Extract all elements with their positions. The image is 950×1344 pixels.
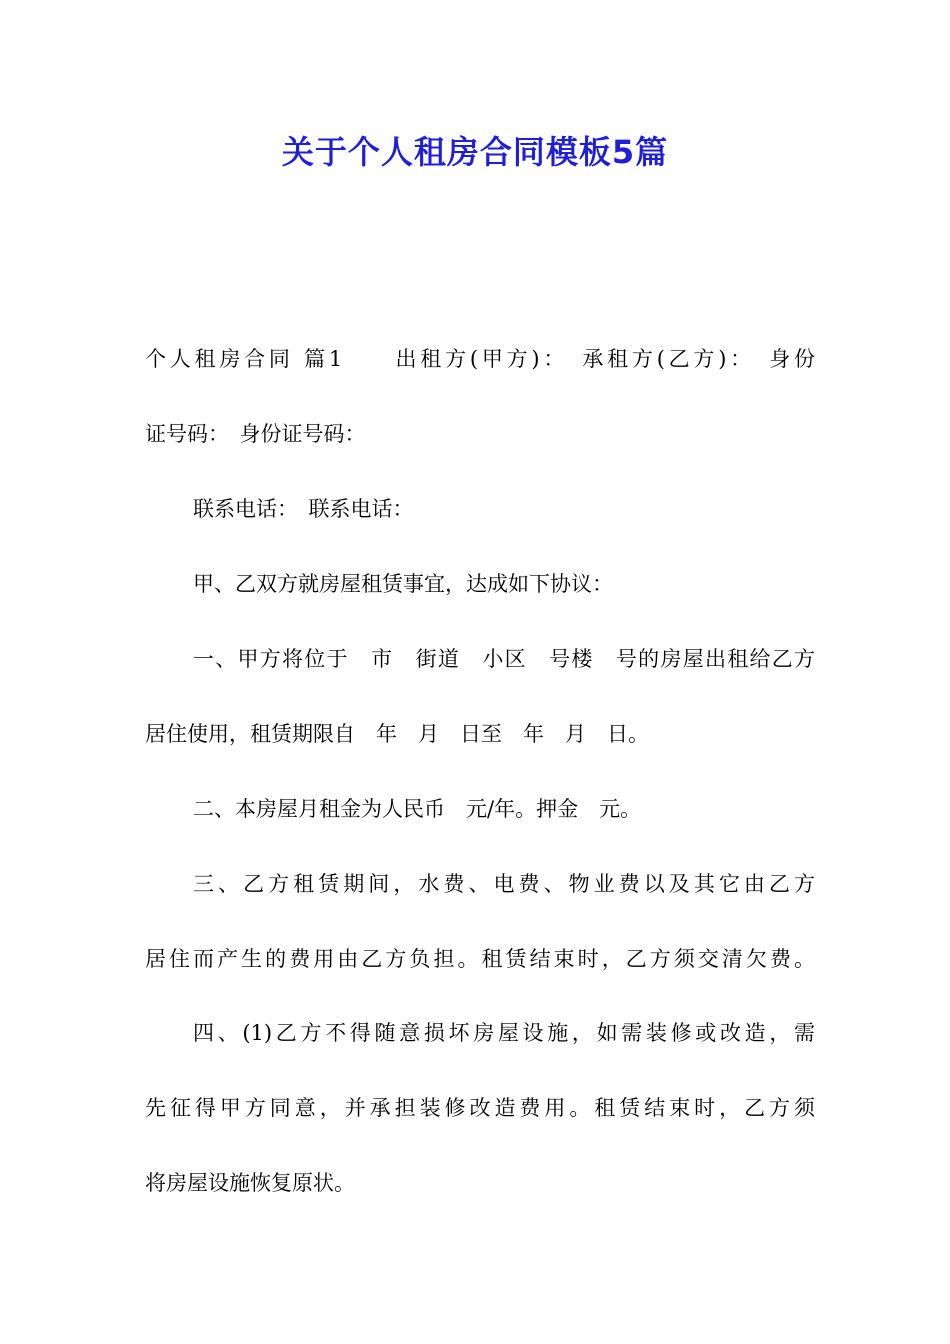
document-title: 关于个人租房合同模板5篇 (281, 133, 669, 171)
text-line: 一、甲方将位于 市 街道 小区 号楼 号的房屋出租给乙方 (193, 647, 815, 671)
text-line: 将房屋设施恢复原状。 (145, 1171, 355, 1195)
text-line: 居住而产生的费用由乙方负担。租赁结束时，乙方须交清欠费。 (145, 947, 815, 971)
text-line: 个人租房合同 篇1 出租方(甲方)： 承租方(乙方)： 身份 (145, 347, 815, 371)
text-line: 三、乙方租赁期间，水费、电费、物业费以及其它由乙方 (193, 872, 815, 896)
text-line: 先征得甲方同意，并承担装修改造费用。租赁结束时，乙方须 (145, 1096, 815, 1120)
text-line: 四、(1)乙方不得随意损坏房屋设施，如需装修或改造，需 (193, 1021, 815, 1045)
text-line: 居住使用，租赁期限自 年 月 日至 年 月 日。 (145, 722, 649, 746)
text-line: 联系电话： 联系电话： (193, 497, 414, 521)
text-line: 甲、乙双方就房屋租赁事宜，达成如下协议： (193, 572, 613, 596)
text-line: 二、本房屋月租金为人民币 元/年。押金 元。 (193, 797, 642, 821)
text-line: 证号码： 身份证号码： (145, 422, 366, 446)
